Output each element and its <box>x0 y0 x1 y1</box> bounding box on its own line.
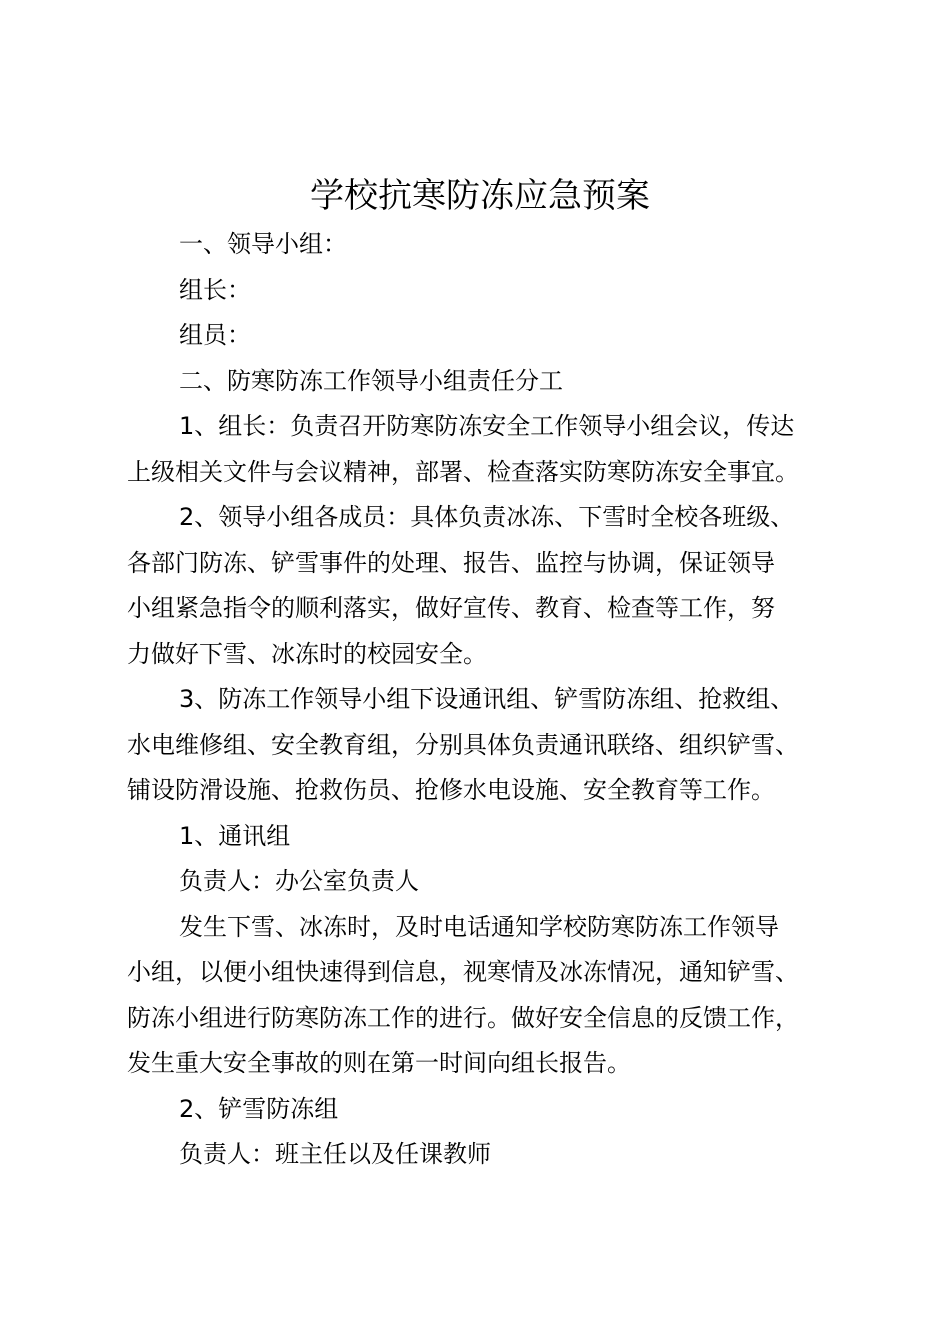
text-line: 发生重大安全事故的则在第一时间向组长报告。 <box>127 1049 631 1077</box>
paragraph-subgroups <box>127 677 857 814</box>
text-line: 铺设防滑设施、抢救伤员、抢修水电设施、安全教育等工作。 <box>127 776 775 804</box>
text-line: 组长： <box>179 275 251 304</box>
text-line: 3、防冻工作领导小组下设通讯组、铲雪防冻组、抢救组、 <box>179 685 795 713</box>
text-line: 二、防寒防冻工作领导小组责任分工 <box>179 366 563 395</box>
text-line: 水电维修组、安全教育组，分别具体负责通讯联络、组织铲雪、 <box>127 730 799 759</box>
text-line: 负责人：班主任以及任课教师 <box>179 1140 491 1168</box>
group-leader-line <box>127 268 857 314</box>
paragraph-communication-duty <box>127 905 857 1087</box>
section-heading-responsibilities <box>127 359 857 405</box>
section-heading-leadership-group <box>127 222 857 268</box>
text-line: 1、通讯组 <box>179 821 291 850</box>
group-members-line <box>127 313 857 359</box>
communication-group-person-in-charge <box>127 859 857 905</box>
document-body <box>127 222 857 1178</box>
text-line: 小组紧急指令的顺利落实，做好宣传、教育、检查等工作，努 <box>127 594 775 622</box>
subsection-heading-snow-clearing-group <box>127 1087 857 1133</box>
document-title: 学校抗寒防冻应急预案 <box>310 176 650 216</box>
text-line: 2、领导小组各成员：具体负责冰冻、下雪时全校各班级、 <box>179 503 795 531</box>
text-line: 发生下雪、冰冻时，及时电话通知学校防寒防冻工作领导 <box>179 912 779 941</box>
text-line: 力做好下雪、冰冻时的校园安全。 <box>127 639 487 668</box>
text-line: 各部门防冻、铲雪事件的处理、报告、监控与协调，保证领导 <box>127 548 775 577</box>
subsection-heading-communication-group <box>127 814 857 860</box>
text-line: 组员： <box>179 321 251 349</box>
paragraph-leader-duty <box>127 404 857 495</box>
text-line: 1、组长：负责召开防寒防冻安全工作领导小组会议，传达 <box>179 412 795 440</box>
snow-clearing-group-person-in-charge <box>127 1132 857 1178</box>
paragraph-members-duty <box>127 495 857 677</box>
text-line: 防冻小组进行防寒防冻工作的进行。做好安全信息的反馈工作， <box>127 1003 799 1032</box>
text-line: 一、领导小组： <box>179 230 347 258</box>
text-line: 小组，以便小组快速得到信息，视寒情及冰冻情况，通知铲雪、 <box>127 958 799 986</box>
text-line: 上级相关文件与会议精神，部署、检查落实防寒防冻安全事宜。 <box>127 457 799 486</box>
text-line: 2、铲雪防冻组 <box>179 1094 339 1123</box>
text-line: 负责人：办公室负责人 <box>179 867 419 895</box>
